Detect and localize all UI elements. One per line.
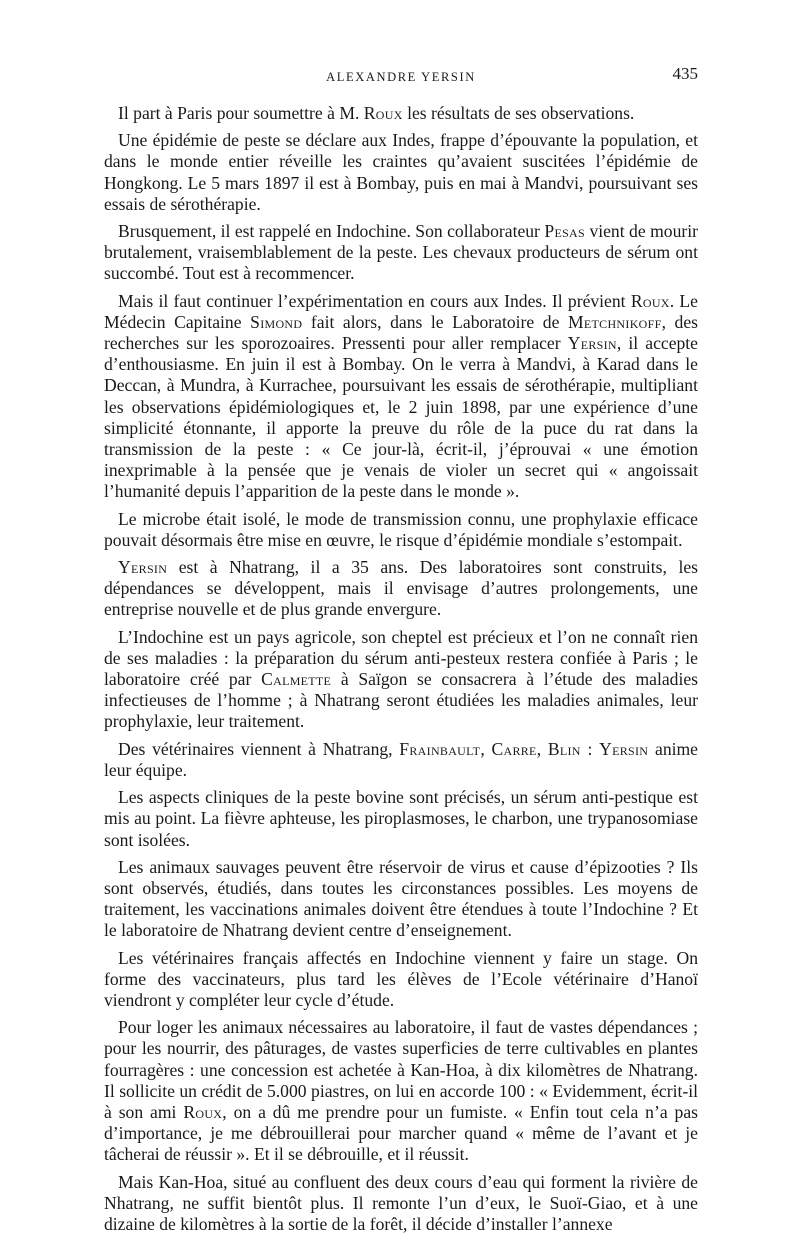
text-run: fait alors, dans le Laboratoire de bbox=[302, 311, 568, 332]
person-name: Calmette bbox=[261, 669, 332, 690]
text-run: vient de mourir brutalement, vraisemblablement de la peste. Les chevaux producteurs de sérum ont succombé. Tout est à recommencer. bbox=[104, 221, 698, 284]
text-run: , on a dû me prendre pour un fumiste. « Enfin tout cela n’a pas d’importance, je me débrouillerai pour marcher quand « même de l’avant et je tâcherai de réussir ». Et il se débrouille, et il réussit. bbox=[104, 1101, 699, 1165]
text-run: Des vétérinaires viennent à Nhatrang, bbox=[118, 738, 400, 759]
text-run: est à Nhatrang, il a 35 ans. Des laboratoires sont construits, les dépendances se développent, mais il envisage d’autres prolongements, une entreprise nouvelle et de plus grande envergure. bbox=[104, 557, 698, 620]
text-run: Pour loger les animaux nécessaires au laboratoire, il faut de vastes dépendances ; pour les nourrir, des pâturages, de vastes superficies de terre cultivables en plantes fourragères : une concession est achetée à Kan-Hoa, à dix kilomètres de Nhatrang. Il sollicite un crédit de 5.000 piastres, on lui en accorde 100 : « Evidemment, écrit-il à son ami bbox=[104, 1017, 698, 1122]
paragraph bbox=[104, 509, 698, 551]
text-run: Les vétérinaires français affectés en Indochine viennent y faire un stage. On forme des vaccinateurs, plus tard les élèves de l’Ecole vétérinaire d’Hanoï viendront y compléter leur cycle d’étude. bbox=[104, 947, 698, 1010]
paragraph bbox=[104, 627, 698, 733]
person-name: Roux bbox=[630, 290, 670, 311]
running-title: ALEXANDRE YERSIN bbox=[326, 70, 476, 84]
paragraph bbox=[104, 739, 698, 781]
text-run: Mais Kan-Hoa, situé au confluent des deux cours d’eau qui forment la rivière de Nhatrang, ne suffit bientôt plus. Il remonte l’un d’eux, le Suoï-Giao, et à une dizaine de kilomètres à la sortie de la forêt, il décide d’installer l’annexe bbox=[104, 1171, 698, 1234]
paragraph bbox=[104, 857, 698, 942]
paragraph bbox=[104, 787, 698, 851]
paragraph bbox=[104, 130, 698, 215]
text-run: , bbox=[536, 738, 548, 759]
paragraph bbox=[104, 557, 698, 621]
person-name: Simond bbox=[250, 311, 303, 332]
person-name: Metchnikoff bbox=[567, 311, 662, 332]
paragraph bbox=[104, 1172, 698, 1236]
text-run: : bbox=[580, 738, 600, 759]
person-name: Yersin bbox=[118, 557, 168, 578]
person-name: Carre bbox=[491, 738, 537, 759]
paragraph bbox=[104, 291, 698, 503]
text-run: Les animaux sauvages peuvent être réservoir de virus et cause d’épizooties ? Ils sont observés, étudiés, dans toutes les circonstances possibles. Les moyens de traitement, les vaccinations animales doivent être étendues à toute l’Indochine ? Et le laboratoire de Nhatrang devient centre d’enseignement. bbox=[104, 856, 698, 941]
text-run: , des recherches sur les sporozoaires. Pressenti pour aller remplacer bbox=[104, 311, 698, 354]
page-number: 435 bbox=[672, 64, 698, 83]
article-body bbox=[104, 103, 698, 1241]
paragraph bbox=[104, 1017, 698, 1165]
paragraph bbox=[104, 221, 698, 285]
paragraph bbox=[104, 103, 698, 124]
text-run: anime leur équipe. bbox=[104, 738, 698, 780]
person-name: Frainbault bbox=[399, 738, 481, 759]
person-name: Roux bbox=[183, 1101, 223, 1122]
text-run: Il part à Paris pour soumettre à M. bbox=[118, 103, 364, 123]
person-name: Yersin bbox=[567, 333, 617, 354]
text-run: , bbox=[480, 738, 492, 759]
person-name: Blin bbox=[547, 738, 581, 759]
text-run: les résultats de ses observations. bbox=[402, 103, 635, 123]
text-run: Le microbe était isolé, le mode de transmission connu, une prophylaxie efficace pouvait désormais être mise en œuvre, le risque d’épidémie mondiale s’estompait. bbox=[104, 508, 698, 550]
person-name: Yersin bbox=[599, 738, 649, 759]
text-run: Brusquement, il est rappelé en Indochine. Son collaborateur bbox=[118, 221, 545, 242]
text-run: L’Indochine est un pays agricole, son cheptel est précieux et l’on ne connaît rien de ses maladies : la préparation du sérum anti-pesteux restera confiée à Paris ; le laboratoire créé par bbox=[104, 626, 698, 690]
page-header bbox=[104, 64, 698, 92]
text-run: , il accepte d’enthousiasme. En juin il est à Bombay. On le verra à Mandvi, à Karad dans le Deccan, à Mundra, à Kurrachee, poursuivant les essais de sérothérapie, multipliant les observations épidémiologiques et, le 2 juin 1898, par une expérience d’une simplicité étonnante, il apporte la preuve du rôle de la puce du rat dans la transmission de la peste : « Ce jour-là, écrit-il, j’éprouvai « une émotion inexprimable à la pensée que je venais de violer un secret qui « angoissait l’humanité depuis l’apparition de la peste dans le monde ». bbox=[104, 333, 698, 502]
text-run: Les aspects cliniques de la peste bovine sont précisés, un sérum anti-pestique est mis au point. La fièvre aphteuse, les piroplasmoses, le charbon, une trypanosomiase sont isolées. bbox=[104, 787, 698, 850]
text-run: Une épidémie de peste se déclare aux Indes, frappe d’épouvante la population, et dans le monde entier réveille les craintes qu’avaient suscitées l’épidémie de Hongkong. Le 5 mars 1897 il est à Bombay, puis en mai à Mandvi, poursuivant ses essais de sérothérapie. bbox=[104, 130, 698, 214]
paragraph bbox=[104, 948, 698, 1012]
text-run: à Saïgon se consacrera à l’étude des maladies infectieuses de l’homme ; à Nhatrang seront étudiées les maladies animales, leur prophylaxie, leur traitement. bbox=[104, 669, 698, 732]
person-name: Roux bbox=[363, 103, 403, 123]
person-name: Pesas bbox=[544, 221, 585, 242]
text-run: Mais il faut continuer l’expérimentation en cours aux Indes. Il prévient bbox=[118, 290, 631, 311]
text-run: . Le Médecin Capitaine bbox=[104, 290, 698, 332]
